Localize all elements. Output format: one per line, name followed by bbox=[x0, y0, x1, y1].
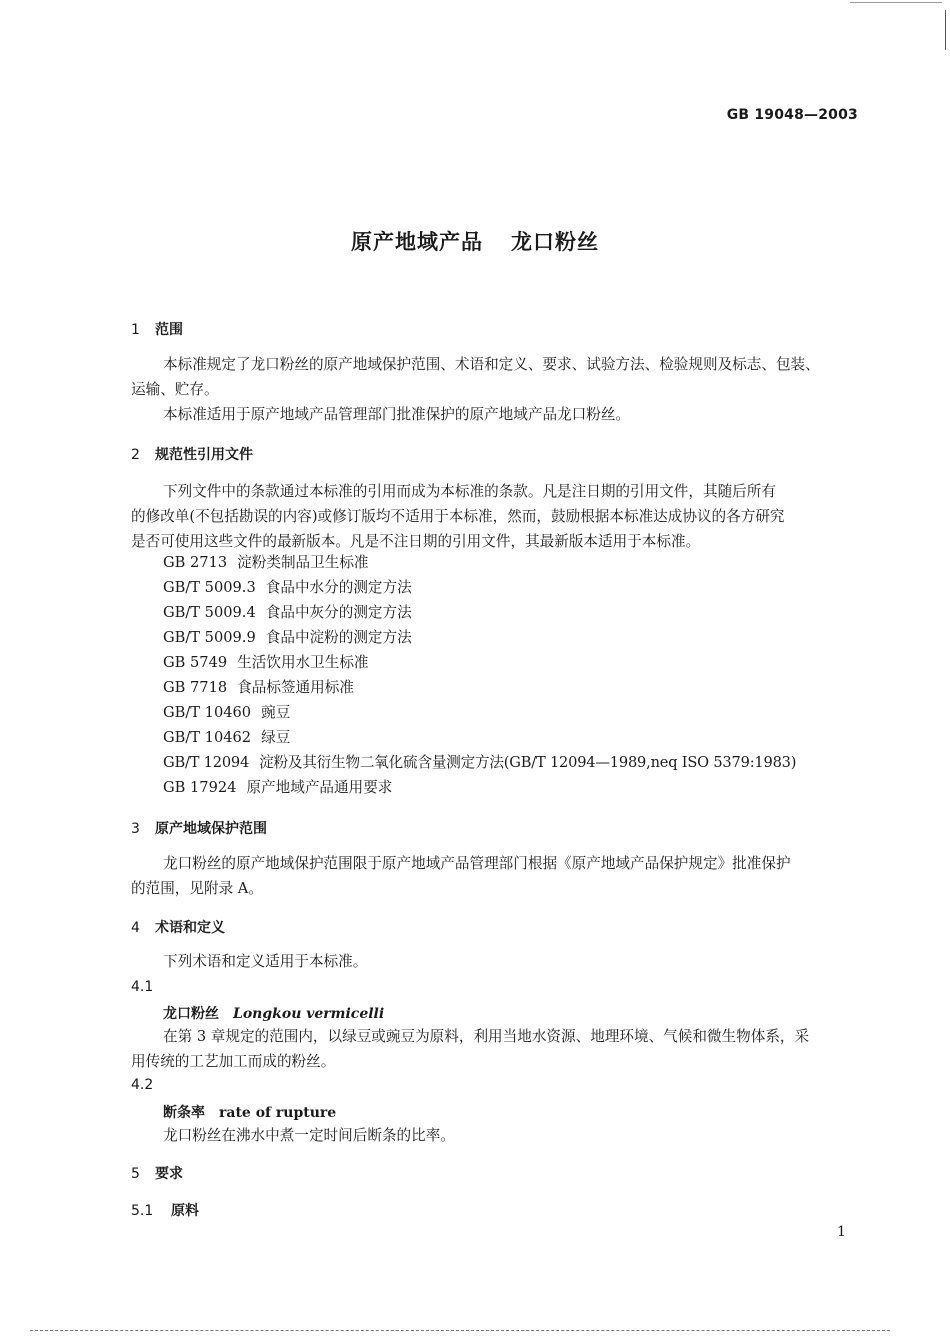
section-heading-5 bbox=[131, 1163, 183, 1183]
section-title: 术语和定义 bbox=[155, 920, 225, 936]
text-line: 的修改单(不包括勘误的内容)或修订版均不适用于本标准，然而，鼓励根据本标准达成协议的各方研究 bbox=[131, 508, 785, 525]
text-line: 的范围，见附录 A。 bbox=[131, 880, 263, 897]
section-title: 原产地域保护范围 bbox=[155, 821, 267, 837]
text-line: 下列文件中的条款通过本标准的引用而成为本标准的条款。凡是注日期的引用文件，其随后所有 bbox=[163, 483, 776, 500]
section-heading-2 bbox=[131, 444, 253, 464]
section-number: 5 bbox=[131, 1166, 140, 1182]
section-title: 范围 bbox=[155, 322, 183, 338]
section-title: 原料 bbox=[171, 1203, 199, 1219]
term-chinese: 断条率 bbox=[163, 1105, 205, 1121]
document-title bbox=[0, 226, 950, 256]
term-english: Longkou vermicelli bbox=[233, 1006, 385, 1022]
section-number: 5.1 bbox=[131, 1203, 154, 1219]
reference-item: GB/T 5009.9 食品中淀粉的测定方法 bbox=[163, 629, 412, 646]
reference-item: GB 5749 生活饮用水卫生标准 bbox=[163, 654, 369, 671]
standard-number: GB 19048—2003 bbox=[726, 107, 858, 123]
page-number: 1 bbox=[837, 1224, 846, 1240]
section-2-paragraph-1 bbox=[131, 479, 861, 554]
reference-item: GB/T 10460 豌豆 bbox=[163, 704, 291, 721]
subsection-number: 4.2 bbox=[131, 1077, 154, 1093]
section-4-paragraph-1: 下列术语和定义适用于本标准。 bbox=[163, 953, 368, 970]
term-4-1-definition bbox=[131, 1024, 861, 1074]
section-number: 1 bbox=[131, 322, 140, 338]
term-english: rate of rupture bbox=[219, 1105, 337, 1121]
section-title: 要求 bbox=[155, 1166, 183, 1182]
section-3-paragraph-1 bbox=[131, 851, 861, 901]
text-line: 用传统的工艺加工而成的粉丝。 bbox=[131, 1053, 336, 1070]
reference-item: GB 17924 原产地域产品通用要求 bbox=[163, 779, 393, 796]
reference-item: GB/T 10462 绿豆 bbox=[163, 729, 291, 746]
section-1-paragraph-2: 本标准适用于原产地域产品管理部门批准保护的原产地域产品龙口粉丝。 bbox=[163, 406, 631, 423]
section-number: 3 bbox=[131, 821, 140, 837]
term-4-2-definition: 龙口粉丝在沸水中煮一定时间后断条的比率。 bbox=[163, 1127, 455, 1144]
section-title: 规范性引用文件 bbox=[155, 447, 253, 463]
scan-edge-mark bbox=[945, 10, 946, 50]
title-part-2: 龙口粉丝 bbox=[511, 230, 599, 254]
text-line: 本标准规定了龙口粉丝的原产地域保护范围、术语和定义、要求、试验方法、检验规则及标志、包装、 bbox=[163, 356, 820, 373]
section-heading-1 bbox=[131, 319, 183, 339]
scan-edge-line bbox=[850, 2, 942, 3]
section-number: 2 bbox=[131, 447, 140, 463]
text-line: 龙口粉丝的原产地域保护范围限于原产地域产品管理部门根据《原产地域产品保护规定》批准保护 bbox=[163, 855, 791, 872]
reference-item: GB 2713 淀粉类制品卫生标准 bbox=[163, 554, 369, 571]
section-heading-3 bbox=[131, 818, 267, 838]
reference-item: GB/T 12094 淀粉及其衍生物二氧化硫含量测定方法(GB/T 12094—1989,neq ISO 5379:1983) bbox=[163, 754, 797, 771]
section-number: 4 bbox=[131, 920, 140, 936]
subsection-number: 4.1 bbox=[131, 979, 154, 995]
text-line: 运输、贮存。 bbox=[131, 381, 219, 398]
term-4-2 bbox=[163, 1102, 336, 1122]
title-part-1: 原产地域产品 bbox=[351, 230, 483, 254]
text-line: 在第 3 章规定的范围内，以绿豆或豌豆为原料，利用当地水资源、地理环境、气候和微生物体系，采 bbox=[163, 1028, 810, 1045]
section-1-paragraph-1 bbox=[131, 352, 861, 402]
reference-item: GB/T 5009.3 食品中水分的测定方法 bbox=[163, 579, 412, 596]
text-line: 是否可使用这些文件的最新版本。凡是不注日期的引用文件，其最新版本适用于本标准。 bbox=[131, 533, 701, 550]
term-4-1 bbox=[163, 1003, 384, 1023]
term-chinese: 龙口粉丝 bbox=[163, 1006, 219, 1022]
reference-item: GB/T 5009.4 食品中灰分的测定方法 bbox=[163, 604, 412, 621]
reference-item: GB 7718 食品标签通用标准 bbox=[163, 679, 354, 696]
scan-bottom-line bbox=[30, 1330, 890, 1332]
section-heading-4 bbox=[131, 917, 225, 937]
subsection-heading-5-1 bbox=[131, 1200, 199, 1220]
